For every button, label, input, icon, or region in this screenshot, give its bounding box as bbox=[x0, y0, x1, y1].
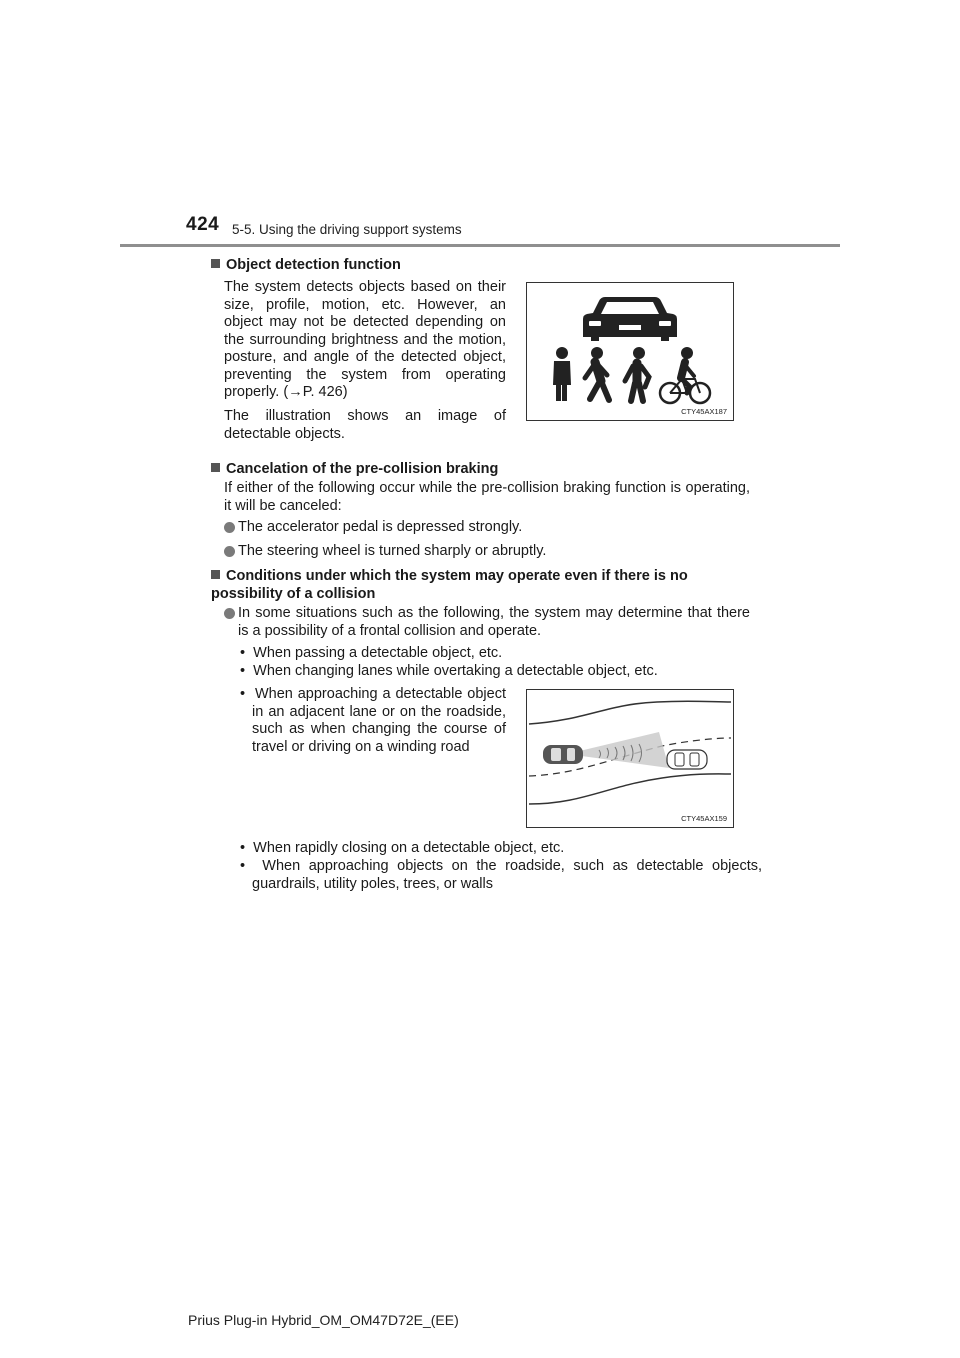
person-holding-item-icon bbox=[625, 347, 649, 401]
road-edge-bottom bbox=[529, 774, 731, 804]
cancelation-bullet-1: The accelerator pedal is depressed strongly. bbox=[238, 519, 523, 535]
detectable-objects-figure bbox=[526, 282, 734, 421]
circle-bullet-icon bbox=[224, 608, 235, 619]
detectable-objects-illustration bbox=[527, 283, 733, 420]
object-detection-paragraph: The system detects objects based on their size, profile, motion, etc. However, an object may not be detected depending on the surrounding brightness and the motion, posture, and angle of the detected object, preventing the system from operating properly. (→P. 426) bbox=[224, 279, 506, 400]
square-bullet-icon bbox=[211, 463, 220, 472]
section-title: 5-5. Using the driving support systems bbox=[232, 222, 462, 237]
condition-item-4: • When rapidly closing on a detectable object, etc. bbox=[240, 840, 565, 856]
winding-road-illustration bbox=[527, 690, 733, 827]
car-icon bbox=[583, 297, 677, 341]
standing-person-icon bbox=[553, 347, 571, 401]
detected-vehicle-icon bbox=[667, 750, 707, 769]
condition-item-3: • When approaching a detectable object in an adjacent lane or on the roadside, such as when changing the course of travel or driving on a winding road bbox=[240, 686, 506, 755]
circle-bullet-icon bbox=[224, 522, 235, 533]
header-divider bbox=[120, 244, 840, 247]
own-vehicle-icon bbox=[543, 745, 583, 764]
road-edge-top bbox=[529, 701, 731, 724]
condition-item-1: • When passing a detectable object, etc. bbox=[240, 645, 503, 661]
figure-code: CTY45AX159 bbox=[681, 814, 727, 823]
square-bullet-icon bbox=[211, 259, 220, 268]
manual-id: Prius Plug-in Hybrid_OM_OM47D72E_(EE) bbox=[188, 1312, 459, 1328]
cancelation-intro: If either of the following occur while the pre-collision braking function is operating, it will be canceled: bbox=[224, 480, 750, 514]
circle-bullet-icon bbox=[224, 546, 235, 557]
square-bullet-icon bbox=[211, 570, 220, 579]
condition-item-5: • When approaching objects on the roadside, such as detectable objects, guardrails, utility poles, trees, or walls bbox=[240, 858, 762, 892]
walking-person-icon bbox=[585, 347, 609, 400]
object-detection-note: The illustration shows an image of detectable objects. bbox=[224, 408, 506, 442]
condition-item-2: • When changing lanes while overtaking a detectable object, etc. bbox=[240, 663, 658, 679]
cancelation-bullet-2: The steering wheel is turned sharply or abruptly. bbox=[238, 543, 547, 559]
page-header bbox=[0, 0, 960, 250]
winding-road-figure bbox=[526, 689, 734, 828]
figure-code: CTY45AX187 bbox=[681, 407, 727, 416]
conditions-bullet: In some situations such as the following, the system may determine that there is a possibility of a frontal collision and operate. bbox=[238, 605, 750, 639]
heading-cancelation: Cancelation of the pre-collision braking bbox=[211, 460, 756, 478]
page-number: 424 bbox=[186, 214, 220, 235]
heading-object-detection: Object detection function bbox=[211, 256, 756, 274]
cyclist-icon bbox=[660, 347, 710, 403]
heading-conditions: Conditions under which the system may operate even if there is no possibility of a collision bbox=[211, 568, 688, 602]
